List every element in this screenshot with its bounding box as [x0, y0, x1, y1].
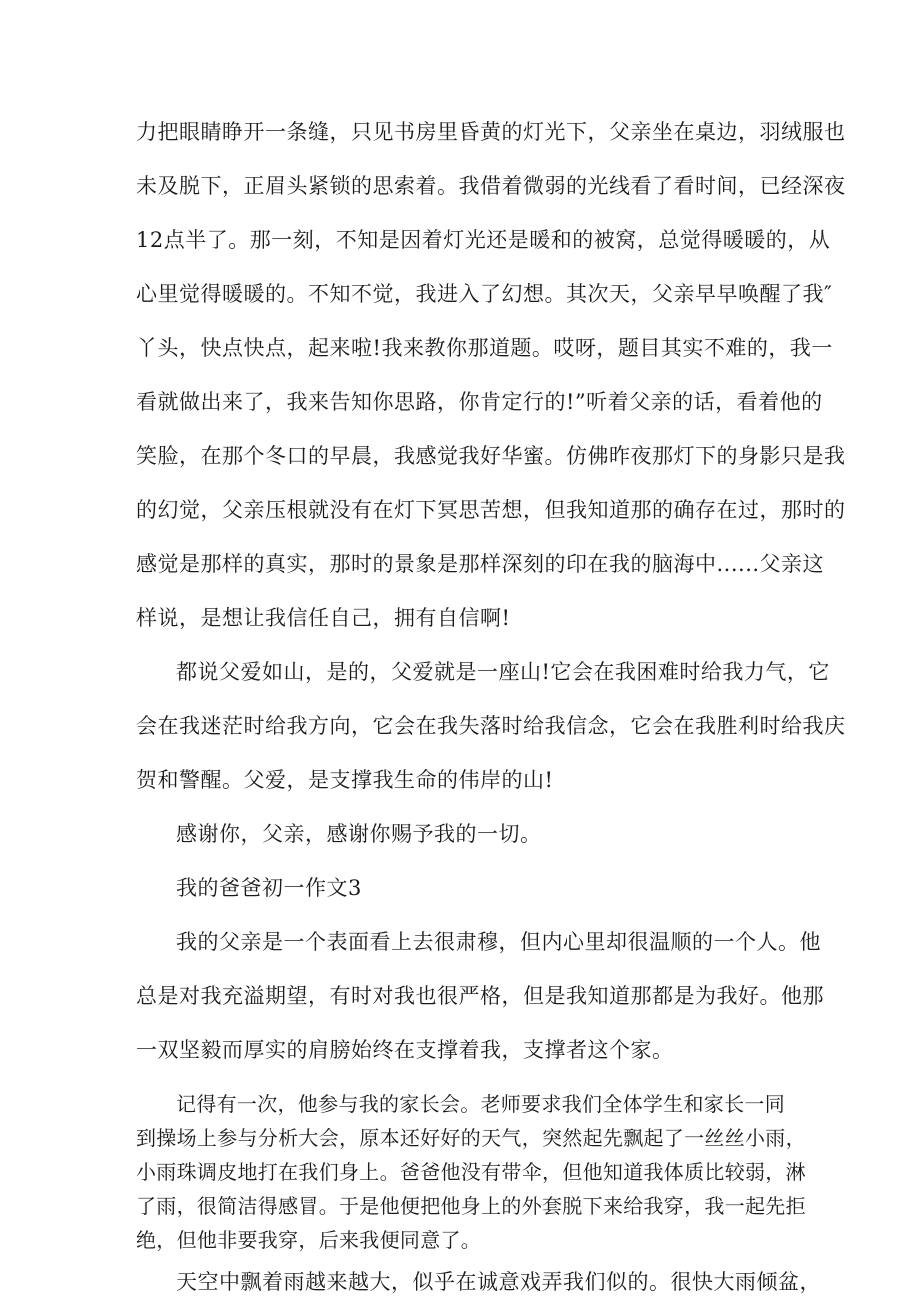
text-line: 天空中飘着雨越来越大，似乎在诚意戏弄我们似的。很快大雨倾盆，	[176, 1270, 821, 1294]
text-line: 丫头，快点快点，起来啦!我来教你那道题。哎呀，题目其实不难的，我一	[136, 336, 833, 360]
text-line: 记得有一次，他参与我的家长会。老师要求我们全体学生和家长一同	[176, 1092, 785, 1116]
text-line: 看就做出来了，我来告知你思路，你肯定行的!”听着父亲的话，看着他的	[136, 390, 823, 414]
text-line: 笑脸，在那个冬口的早晨，我感觉我好华蜜。仿佛昨夜那灯下的身影只是我	[136, 444, 846, 468]
text-line: 样说，是想让我信任自己，拥有自信啊!	[136, 606, 511, 630]
text-line: 感觉是那样的真实，那时的景象是那样深刻的印在我的脑海中......父亲这	[136, 552, 825, 576]
text-line: 会在我迷茫时给我方向，它会在我失落时给我信念，它会在我胜利时给我庆	[136, 714, 846, 738]
text-line: 12点半了。那一刻，不知是因着灯光还是暖和的被窝，总觉得暖暖的，从	[136, 228, 831, 252]
text-line: 感谢你，父亲，感谢你赐予我的一切。	[176, 822, 542, 846]
text-line: 总是对我充溢期望，有时对我也很严格，但是我知道那都是为我好。他那	[136, 984, 824, 1008]
text-line: 贺和警醒。父爱，是支撑我生命的伟岸的山!	[136, 768, 554, 792]
text-line: 心里觉得暖暖的。不知不觉，我进入了幻想。其次天，父亲早早唤醒了我″	[136, 282, 833, 306]
text-line: 一双坚毅而厚实的肩膀始终在支撑着我，支撑者这个家。	[136, 1038, 674, 1062]
section-heading: 我的爸爸初一作文3	[176, 876, 362, 900]
text-line: 到操场上参与分析大会，原本还好好的天气，突然起先飘起了一丝丝小雨，	[136, 1126, 806, 1150]
text-line: 力把眼睛睁开一条缝，只见书房里昏黄的灯光下，父亲坐在桌边，羽绒服也	[136, 120, 846, 144]
text-line: 我的父亲是一个表面看上去很肃穆，但内心里却很温顺的一个人。他	[176, 930, 821, 954]
text-line: 绝，但他非要我穿，后来我便同意了。	[136, 1228, 482, 1252]
text-line: 的幻觉，父亲压根就没有在灯下冥思苦想，但我知道那的确存在过，那时的	[136, 498, 846, 522]
text-line: 都说父爱如山，是的，父爱就是一座山!它会在我困难时给我力气，它	[176, 660, 830, 684]
text-line: 未及脱下，正眉头紧锁的思索着。我借着微弱的光线看了看时间，已经深夜	[136, 174, 846, 198]
text-line: 了雨，很简洁得感冒。于是他便把他身上的外套脱下来给我穿，我一起先拒	[136, 1194, 806, 1218]
text-line: 小雨珠调皮地打在我们身上。爸爸他没有带伞，但他知道我体质比较弱，淋	[136, 1160, 806, 1184]
